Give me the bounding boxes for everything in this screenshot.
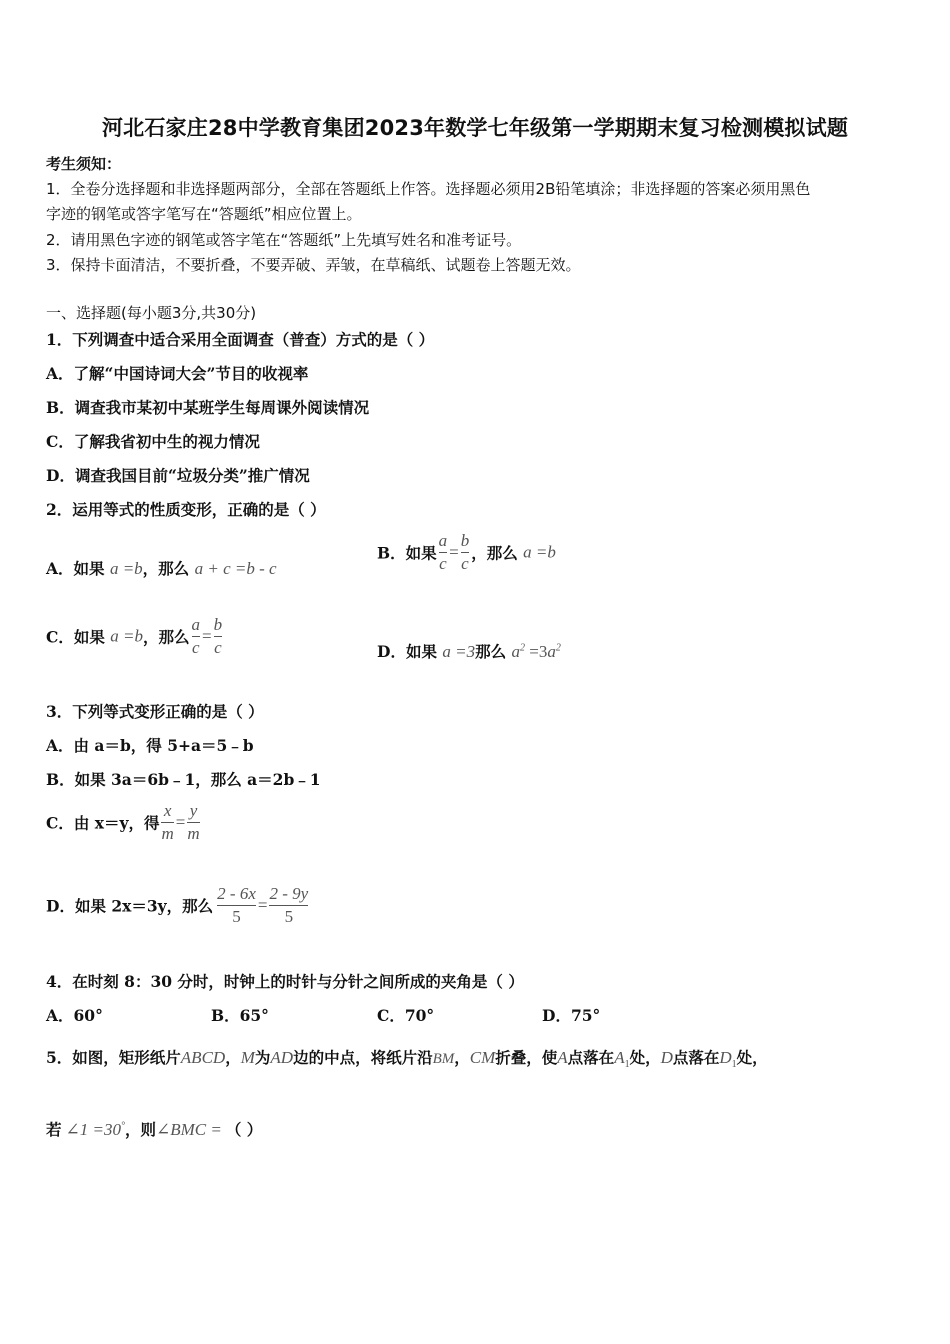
q2-b-den2: c (461, 554, 469, 573)
q2-option-a (46, 557, 277, 579)
q3-d-den1: 5 (232, 907, 241, 926)
q4-option-a: A．60° (46, 1006, 103, 1025)
q2-b-den1: c (439, 554, 447, 573)
q5-text-1: 5．如图，矩形纸片 (46, 1048, 181, 1067)
q2-option-d (377, 640, 561, 662)
q3-d-label: D．如果 2x＝3y，那么 (46, 896, 214, 916)
q1-stem: 1．下列调查中适合采用全面调查（普查）方式的是（ ） (46, 330, 435, 349)
q3-c-fraction-left (161, 801, 173, 844)
q2-c-num1: a (191, 615, 200, 634)
q2-d-res-exp2: 2 (555, 642, 561, 654)
q5-text-13: （ ） (225, 1120, 263, 1139)
notice-line-3: 3．保持卡面清洁，不要折叠，不要弄破、弄皱，在草稿纸、试题卷上答题无效。 (46, 256, 581, 274)
q3-c-num2: y (189, 801, 198, 820)
q5-text-6: 折叠，使 (495, 1048, 558, 1067)
q5-d1-sub: 1 (731, 1059, 737, 1071)
notice-line-1b: 字迹的钢笔或答字笔写在“答题纸”相应位置上。 (46, 205, 362, 223)
q3-c-num1: x (163, 801, 172, 820)
q5-a1-sub: 1 (624, 1059, 630, 1071)
q2-c-num2: b (213, 615, 223, 634)
q2-c-den2: c (214, 638, 222, 657)
q2-c-condition: a =b (110, 626, 143, 646)
q3-d-fraction-left (217, 884, 256, 927)
q5-degree: ° (120, 1120, 125, 1132)
q3-d-num1: 2 - 6x (217, 884, 256, 903)
q1-option-b: B．调查我市某初中某班学生每周课外阅读情况 (46, 398, 370, 417)
q2-c-fraction-left (192, 615, 201, 658)
q3-d-den2: 5 (284, 907, 294, 926)
q5-d1: D (719, 1048, 732, 1067)
q3-option-c (46, 801, 202, 844)
q3-option-d (46, 884, 310, 927)
q3-option-b: B．如果 3a＝6b﹣1，那么 a＝2b﹣1 (46, 770, 321, 789)
q2-c-label: C．如果 (46, 627, 105, 647)
q3-d-num2: 2 - 9y (269, 884, 309, 903)
q5-d: D (660, 1048, 673, 1067)
q3-stem: 3．下列等式变形正确的是（ ） (46, 702, 264, 721)
q2-d-label: D．如果 (377, 642, 437, 661)
q2-d-result (512, 642, 561, 661)
q4-option-c: C．70° (377, 1006, 435, 1025)
q5-text-11: 若 (46, 1120, 62, 1139)
q1-option-a: A．了解“中国诗词大会”节目的收视率 (46, 364, 309, 383)
q5-ad: AD (270, 1048, 294, 1067)
q2-a-condition: a =b (109, 559, 143, 578)
q5-m: M (240, 1048, 255, 1067)
q4-option-b: B．65° (211, 1006, 269, 1025)
q5-text-3: 为 (254, 1048, 271, 1067)
page-title: 河北石家庄28中学教育集团2023年数学七年级第一学期期末复习检测模拟试题 (101, 116, 849, 140)
q5-text-9: 点落在 (672, 1048, 720, 1067)
q5-angle1-text: ∠1 =30 (65, 1120, 121, 1139)
q5-angle-bmc: ∠BMC = (156, 1120, 222, 1139)
q1-option-c: C．了解我省初中生的视力情况 (46, 432, 260, 451)
q4-stem: 4．在时刻 8：30 分时，时钟上的时针与分针之间所成的夹角是（ ） (46, 972, 524, 991)
q2-c-equals: = (202, 626, 212, 646)
q5-stem-line2 (46, 1118, 262, 1140)
q5-abcd: ABCD (180, 1048, 226, 1067)
q5-text-8: 处， (629, 1048, 661, 1067)
q2-b-result: a =b (523, 542, 556, 562)
q5-a1: A (614, 1048, 625, 1067)
q2-d-res-a: a (511, 642, 521, 661)
q2-c-fraction-right (214, 615, 223, 658)
q5-a: A (557, 1048, 568, 1067)
q3-d-equals: = (257, 895, 268, 915)
q2-a-then: ，那么 (142, 559, 190, 578)
q2-stem: 2．运用等式的性质变形，正确的是（ ） (46, 500, 326, 519)
q3-d-fraction-right (269, 884, 308, 927)
q2-b-then: ，那么 (471, 543, 518, 563)
q2-d-res-eq: =3 (525, 642, 548, 661)
q2-d-then: 那么 (475, 642, 507, 661)
q3-c-den1: m (161, 824, 174, 843)
q5-stem-line1 (46, 1046, 768, 1070)
notice-heading: 考生须知： (46, 155, 122, 173)
q2-a-label: A．如果 (46, 559, 105, 578)
q2-b-equals: = (449, 542, 459, 562)
q3-c-label: C．由 x＝y，得 (46, 813, 160, 833)
q2-c-den1: c (191, 638, 200, 657)
q1-option-d: D．调查我国目前“垃圾分类”推广情况 (46, 466, 310, 485)
q5-cm: CM (469, 1048, 496, 1067)
q3-option-a: A．由 a＝b，得 5+a＝5﹣b (46, 736, 254, 755)
q5-text-4: 边的中点，将纸片沿 (293, 1048, 433, 1067)
section-heading: 一、选择题(每小题3分,共30分) (46, 304, 257, 322)
q3-c-equals: = (175, 812, 186, 832)
notice-line-1a: 1．全卷分选择题和非选择题两部分，全部在答题纸上作答。选择题必须用2B铅笔填涂；非选择题的答案必须用黑色 (46, 180, 811, 198)
q2-d-res-a2: a (547, 642, 556, 661)
q4-option-d: D．75° (542, 1006, 601, 1025)
notice-line-2: 2．请用黑色字迹的钢笔或答字笔在“答题纸”上先填写姓名和准考证号。 (46, 231, 522, 249)
q2-option-c (46, 615, 224, 658)
q2-a-result: a + c =b - c (194, 559, 277, 578)
q2-d-condition: a =3 (442, 642, 476, 661)
q2-b-fraction-left (439, 531, 448, 574)
q2-b-num2: b (460, 531, 470, 550)
q5-text-7: 点落在 (567, 1048, 615, 1067)
q5-text-5: ， (454, 1048, 470, 1067)
q5-text-10: 处， (736, 1048, 768, 1067)
q2-b-num1: a (438, 531, 448, 550)
q2-c-then: ，那么 (142, 627, 190, 647)
q3-c-fraction-right (187, 801, 199, 844)
q5-bm: BM (432, 1051, 455, 1067)
q5-angle1 (66, 1120, 125, 1139)
q2-b-label: B．如果 (377, 543, 437, 563)
q5-text-2: ， (225, 1048, 241, 1067)
q3-c-den2: m (187, 824, 200, 843)
q2-d-res-exp: 2 (520, 642, 526, 654)
q5-text-12: ，则 (124, 1120, 156, 1139)
q2-option-b (377, 531, 556, 574)
q2-b-fraction-right (461, 531, 470, 574)
